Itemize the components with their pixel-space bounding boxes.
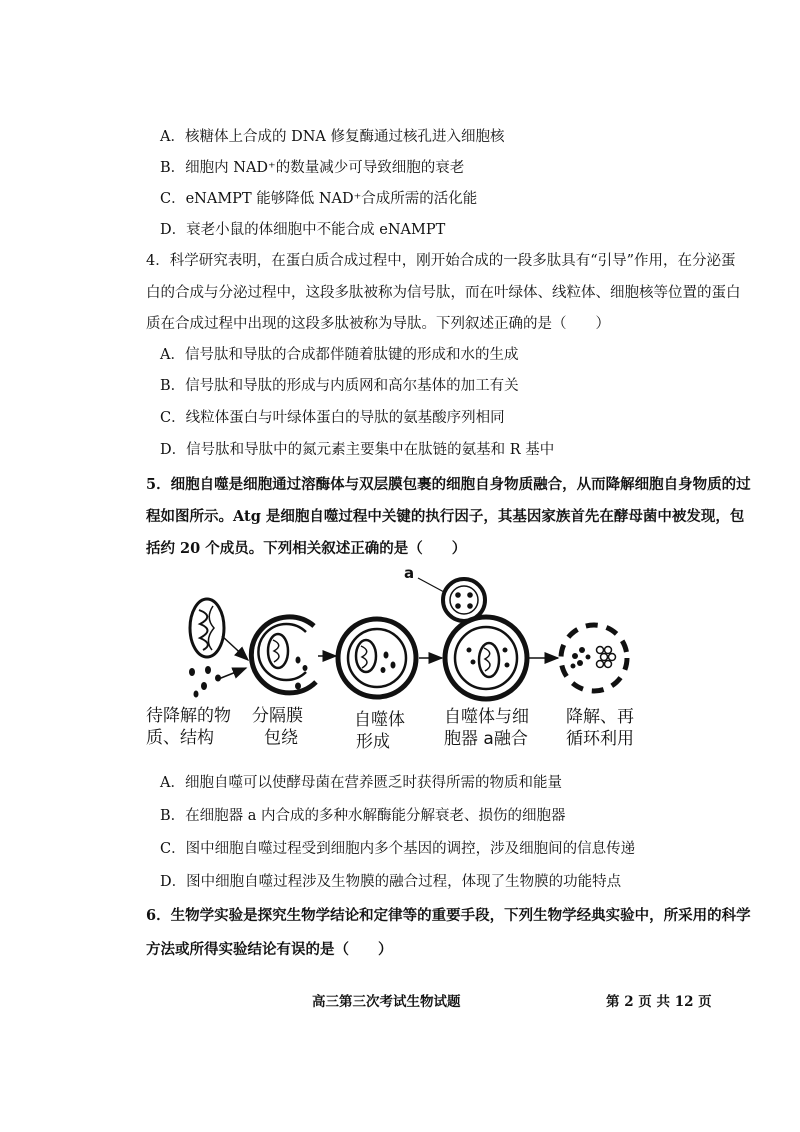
lysosome-icon (443, 579, 485, 621)
q5-stem-line3: 括约 20 个成员。下列相关叙述正确的是（ ） (146, 540, 467, 557)
q3-option-a: A．核糖体上合成的 DNA 修复酶通过核孔进入细胞核 (160, 129, 505, 145)
q4-option-b: B．信号肽和导肽的形成与内质网和高尔基体的加工有关 (160, 378, 519, 394)
q4-stem-line3: 质在合成过程中出现的这段多肽被称为导肽。下列叙述正确的是（ ） (146, 316, 610, 332)
q6-stem-line2: 方法或所得实验结论有误的是（ ） (146, 941, 393, 958)
q5-stem-line2: 程如图所示。Atg 是细胞自噬过程中关键的执行因子，其基因家族首先在酵母菌中被发现，包 (146, 508, 745, 525)
particles-icon (189, 666, 221, 698)
stage4-caption-line2: 胞器 a融合 (444, 729, 528, 749)
stage3-caption-line1: 自噬体 (354, 710, 405, 730)
stage5-caption-line2: 循环利用 (566, 729, 634, 749)
q6-stem-line1: 6．生物学实验是探究生物学结论和定律等的重要手段，下列生物学经典实验中，所采用的科学 (146, 907, 751, 924)
q4-stem-line2: 白的合成与分泌过程中，这段多肽被称为信号肽，而在叶绿体、线粒体、细胞核等位置的蛋白 (146, 285, 741, 301)
q3-option-c: C．eNAMPT 能够降低 NAD⁺合成所需的活化能 (160, 191, 478, 207)
q4-stem-line1: 4．科学研究表明，在蛋白质合成过程中，刚开始合成的一段多肽具有“引导”作用，在分泌蛋 (146, 253, 736, 269)
stage2-caption-line1: 分隔膜 (252, 706, 303, 726)
stage3-caption-line2: 形成 (356, 732, 390, 752)
q3-option-d: D．衰老小鼠的体细胞中不能合成 eNAMPT (160, 222, 446, 238)
mitochondrion-icon (190, 599, 224, 657)
organelle-a-label: a (404, 564, 415, 582)
degradation-icon (561, 625, 627, 691)
footer-exam-title: 高三第三次考试生物试题 (312, 994, 461, 1010)
autolysosome-icon (445, 617, 527, 699)
footer-page-number: 第 2 页 共 12 页 (606, 994, 712, 1010)
phagophore-icon (251, 617, 316, 693)
q4-option-c: C．线粒体蛋白与叶绿体蛋白的导肽的氨基酸序列相同 (160, 410, 505, 426)
stage5-caption-line1: 降解、再 (566, 707, 634, 727)
q5-stem-line1: 5．细胞自噬是细胞通过溶酶体与双层膜包裹的细胞自身物质融合，从而降解细胞自身物质的过 (146, 476, 751, 493)
stage2-caption-line2: 包绕 (264, 728, 298, 748)
q5-option-d: D．图中细胞自噬过程涉及生物膜的融合过程，体现了生物膜的功能特点 (160, 874, 622, 890)
q4-option-a: A．信号肽和导肽的合成都伴随着肽键的形成和水的生成 (160, 347, 519, 363)
q5-option-c: C．图中细胞自噬过程受到细胞内多个基因的调控，涉及细胞间的信息传递 (160, 841, 636, 857)
q5-option-b: B．在细胞器 a 内合成的多种水解酶能分解衰老、损伤的细胞器 (160, 808, 566, 824)
autophagosome-icon (338, 619, 416, 697)
q4-option-d: D．信号肽和导肽中的氮元素主要集中在肽链的氨基和 R 基中 (160, 442, 555, 458)
stage1-caption-line2: 质、结构 (146, 728, 214, 748)
stage1-caption-line1: 待降解的物 (146, 706, 231, 726)
q5-option-a: A．细胞自噬可以使酵母菌在营养匮乏时获得所需的物质和能量 (160, 775, 562, 791)
stage4-caption-line1: 自噬体与细 (444, 707, 529, 727)
q3-option-b: B．细胞内 NAD⁺的数量减少可导致细胞的衰老 (160, 160, 465, 176)
